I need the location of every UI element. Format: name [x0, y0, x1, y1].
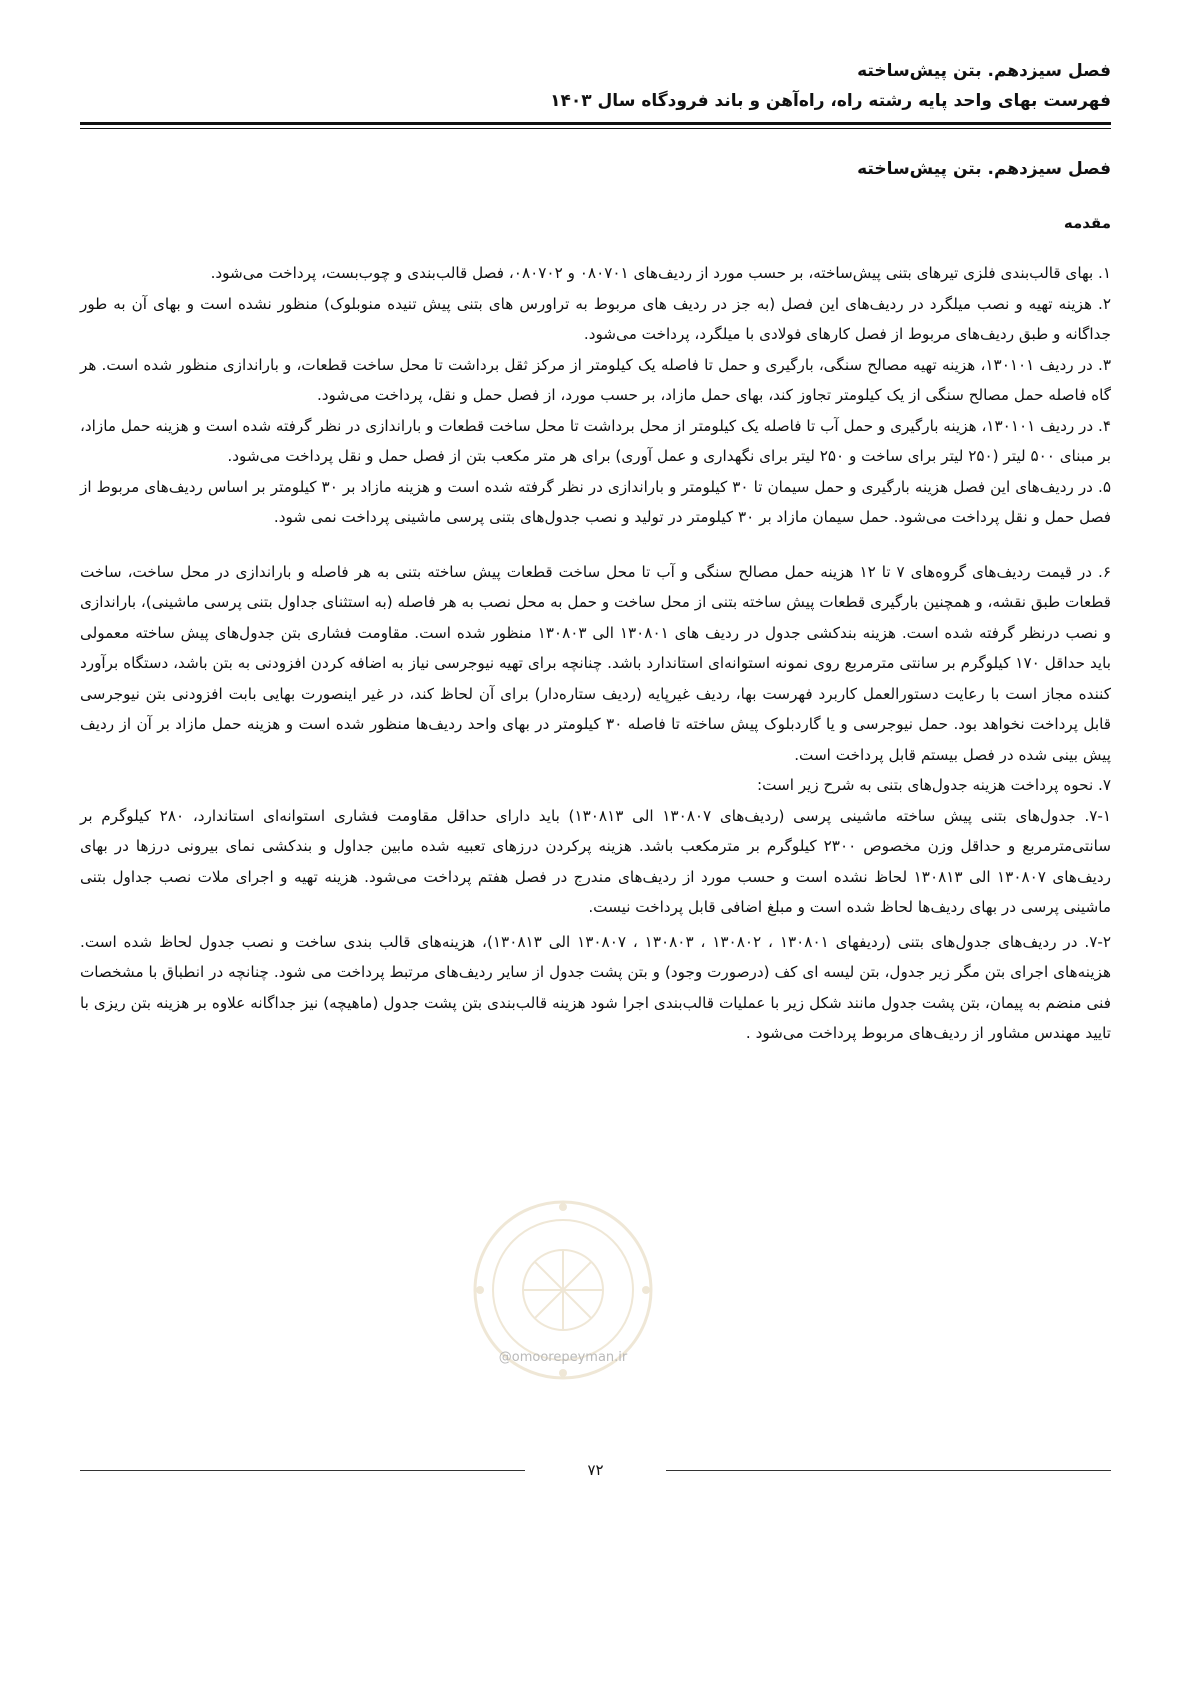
paragraph-7-2: ۷-۲. در ردیف‌های جدول‌های بتنی (ردیفهای ۱۳۰۸۰۱ ، ۱۳۰۸۰۲ ، ۱۳۰۸۰۳ ، ۱۳۰۸۰۷ الی ۱۳۰۸۱۳)، هزینه‌های قالب بندی ساخت و نصب جدول لحاظ شده است. هزینه‌های اجرای بتن مگر زیر جدول، بتن لیسه ای کف (درصورت وجود) و بتن پشت جدول از سایر ردیف‌های مرتبط پرداخت می شود. چنانچه در انطباق با مشخصات فنی منضم به پیمان، بتن پشت جدول مانند شکل زیر با عملیات قالب‌بندی اجرا شود هزینه قالب‌بندی بتن پشت جدول (ماهیچه) نیز جداگانه علاوه بر هزینه بتن ریزی با تایید مهندس مشاور از ردیف‌های مربوط پرداخت می‌شود . [80, 932, 1111, 1042]
header-rule-thin [80, 128, 1111, 129]
running-header [80, 56, 1111, 116]
footer-rule-left [80, 1470, 525, 1471]
paragraph-7: ۷. نحوه پرداخت هزینه جدول‌های بتنی به شرح زیر است: [756, 776, 1111, 794]
intro-heading: مقدمه [1063, 214, 1111, 232]
paragraph-3: ۳. در ردیف ۱۳۰۱۰۱، هزینه تهیه مصالح سنگی، بارگیری و حمل تا فاصله یک کیلومتر از مرکز ثقل برداشت تا محل ساخت قطعات، و باراندازی منظور شده است. هر گاه فاصله حمل مصالح سنگی از یک کیلومتر تجاوز کند، بهای حمل مازاد، بر حسب مورد، از فصل حمل و نقل، پرداخت می‌شود. [80, 355, 1111, 404]
paragraph-5: ۵. در ردیف‌های این فصل هزینه بارگیری و حمل سیمان تا ۳۰ کیلومتر و باراندازی در نظر گرفته شده است و هزینه مازاد بر ۳۰ کیلومتر بر اساس ردیف‌های مربوط از فصل حمل و نقل پرداخت می‌شود. حمل سیمان مازاد بر ۳۰ کیلومتر در تولید و نصب جدول‌های بتنی پرسی ماشینی پرداخت نمی شود. [80, 477, 1111, 526]
paragraph-2: ۲. هزینه تهیه و نصب میلگرد در ردیف‌های این فصل (به جز در ردیف های مربوط به تراورس های بتنی پیش تنیده منوبلوک) منظور نشده است و بهای آن به طور جداگانه و طبق ردیف‌های مربوط از فصل کارهای فولادی با میلگرد، پرداخت می‌شود. [80, 294, 1111, 343]
chapter-title: فصل سیزدهم. بتن پیش‌ساخته [857, 159, 1111, 179]
paragraph-1: ۱. بهای قالب‌بندی فلزی تیرهای بتنی پیش‌ساخته، بر حسب مورد از ردیف‌های ۰۸۰۷۰۱ و ۰۸۰۷۰۲، فصل قالب‌بندی و چوب‌بست، پرداخت می‌شود. [210, 264, 1111, 282]
page-number: ۷۲ [587, 1461, 604, 1479]
paragraph-4: ۴. در ردیف ۱۳۰۱۰۱، هزینه بارگیری و حمل آب تا فاصله یک کیلومتر از محل برداشت تا محل ساخت قطعات و باراندازی در نظر گرفته شده است و هزینه حمل مازاد، بر مبنای ۵۰۰ لیتر (۲۵۰ لیتر برای ساخت و ۲۵۰ لیتر برای نگهداری و عمل آوری) برای هر متر مکعب بتن از فصل حمل و نقل پرداخت می‌شود. [80, 416, 1111, 465]
header-title-line: فهرست بهای واحد پایه رشته راه، راه‌آهن و باند فرودگاه سال ۱۴۰۳ [550, 91, 1111, 111]
footer-rule-right [666, 1470, 1111, 1471]
watermark-url: @omoorepeyman.ir [498, 1350, 628, 1365]
header-rule-thick [80, 122, 1111, 125]
header-chapter-line: فصل سیزدهم. بتن پیش‌ساخته [857, 61, 1111, 81]
paragraph-7-1: ۷-۱. جدول‌های بتنی پیش ساخته ماشینی پرسی (ردیف‌های ۱۳۰۸۰۷ الی ۱۳۰۸۱۳) باید دارای حداقل مقاومت فشاری استوانه‌ای استاندارد، ۲۸۰ کیلوگرم بر سانتی‌مترمربع و حداقل وزن مخصوص ۲۳۰۰ کیلوگرم بر مترمکعب باشد. هزینه پرکردن درزهای تعبیه شده مابین جداول و بندکشی نمای بیرونی درزها در بهای ردیف‌های ۱۳۰۸۰۷ الی ۱۳۰۸۱۳ لحاظ نشده است و حسب مورد از ردیف‌های مندرج در فصل هفتم پرداخت می‌شود. هزینه تهیه و اجرای ملات نصب جداول بتنی ماشینی پرسی در بهای ردیف‌ها لحاظ شده است و مبلغ اضافی قابل پرداخت نیست. [80, 806, 1112, 916]
paragraph-6: ۶. در قیمت ردیف‌های گروه‌های ۷ تا ۱۲ هزینه حمل مصالح سنگی و آب تا محل ساخت قطعات پیش ساخته بتنی به هر فاصله و باراندازی در محل ساخت، ساخت قطعات طبق نقشه، و همچنین بارگیری قطعات پیش ساخته بتنی از محل ساخت و حمل به محل نصب به هر فاصله (به استثنای جداول بتنی پرسی ماشینی)، باراندازی و نصب درنظر گرفته شده است. هزینه بندکشی جدول در ردیف های ۱۳۰۸۰۱ الی ۱۳۰۸۰۳ منظور شده است. مقاومت فشاری بتن جدول‌های پیش ساخته معمولی باید حداقل ۱۷۰ کیلوگرم بر سانتی مترمربع روی نمونه استوانه‌ای استاندارد باشد. چنانچه برای تهیه نیوجرسی نیاز به اضافه کردن افزودنی به بتن باشد، دستگاه برآورد کننده مجاز است با رعایت دستورالعمل کاربرد فهرست بها، ردیف غیرپایه (ردیف ستاره‌دار) برای آن لحاظ کند، در غیر اینصورت بهایی بابت افزودنی بتن نیوجرسی قابل پرداخت نخواهد بود. حمل نیوجرسی و یا گاردبلوک پیش ساخته تا فاصله ۳۰ کیلومتر در بهای واحد ردیف‌ها منظور شده است و هزینه حمل مازاد بر آن از ردیف پیش بینی شده در فصل بیستم قابل پرداخت است. [80, 562, 1111, 764]
body-text [80, 258, 1111, 1049]
